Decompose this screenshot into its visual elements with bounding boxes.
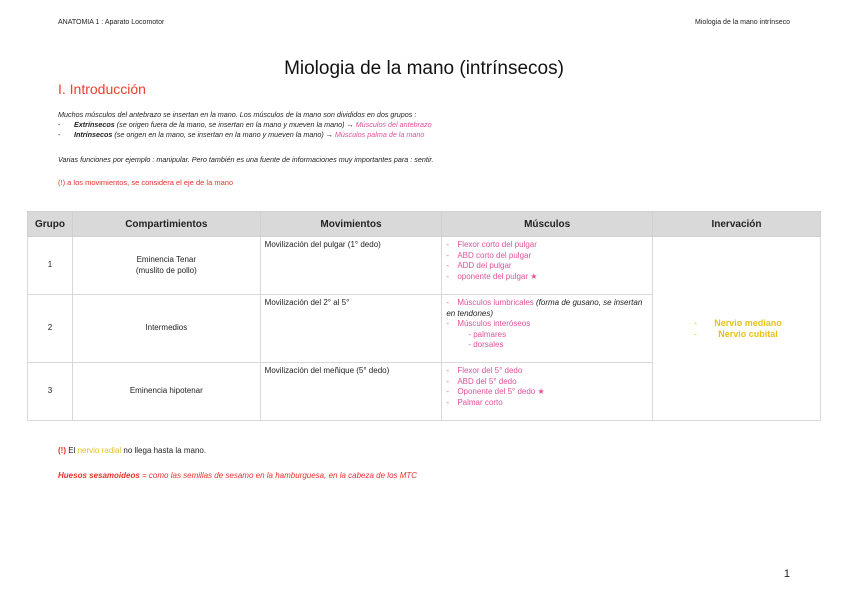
muscle-item: - Músculos interóseos [446,319,531,328]
muscle-item: - oponente del pulgar ★ [446,271,538,281]
compartimiento-note: (muslito de pollo) [135,265,197,275]
musculos-cell [442,295,653,363]
musculos-cell [442,237,653,295]
note-sesamoideos: Huesos sesamoideos = como las semillas de sesamo en la hamburguesa, en la cabeza de los MTC [58,471,418,480]
intrinsecos-link: Músculos palma de la mano [334,130,425,139]
movimiento-cell: Movilización del 2° al 5° [260,295,442,363]
movimiento-cell: Movilización del pulgar (1° dedo) [260,237,442,295]
muscle-item: - Músculos lumbricales (forma de gusano, se insertan en tendones) [446,298,643,318]
extrinsecos-link: Músculos del antebrazo [355,120,432,129]
col-inervacion: Inervación [653,212,821,237]
compartimiento-cell [72,237,260,295]
compartimiento-cell: Eminencia hipotenar [72,363,260,421]
note-radial: (!) El nervio radial no llega hasta la mano. [58,446,207,455]
musculos-cell [442,363,653,421]
header-right: Miologia de la mano intrínseco [695,19,790,26]
grupo-cell: 2 [28,295,73,363]
muscle-item: - Flexor del 5° dedo [446,366,523,375]
grupo-cell: 3 [28,363,73,421]
muscle-item: - Flexor corto del pulgar [446,240,537,249]
muscle-item: - Palmar corto [446,397,503,407]
nerve-item: - Nervio cubital [657,329,816,340]
sesamoideos-term: Huesos sesamoideos [58,471,140,480]
intro-bullet-extrinsecos [58,120,798,130]
bullet-mark: - [58,120,61,129]
compartimiento-cell: Intermedios [72,295,260,363]
col-compartimientos: Compartimientos [72,212,260,237]
nerve-radial: nervio radial [77,446,122,455]
table-row [28,237,821,295]
nerve-item: - Nervio mediano [657,318,816,329]
extrinsecos-term: Extrínsecos [74,120,115,129]
grupo-cell: 1 [28,237,73,295]
section-heading: I. Introducción [58,81,146,97]
page-title: Miologia de la mano (intrínsecos) [284,58,564,79]
col-grupo: Grupo [28,212,73,237]
movimiento-cell: Movilización del meñique (5° dedo) [260,363,442,421]
extrinsecos-desc: (se origen fuera de la mano, se insertan en la mano y mueven la mano) → [114,120,356,129]
warning-axis: (!) a los movimientos, se considera el eje de la mano [58,178,234,187]
muscle-subitem: - dorsales [468,340,504,349]
col-movimientos: Movimientos [260,212,442,237]
intrinsecos-desc: (se origen en la mano, se insertan en la mano y mueven la mano) → [112,130,335,139]
muscle-item: - ABD corto del pulgar [446,250,532,260]
inervacion-cell [653,237,821,421]
warning-mark: (!) [58,446,66,455]
muscle-subitem: - palmares [468,329,507,339]
header-left: ANATOMIA 1 : Aparato Locomotor [58,19,165,26]
intrinsecos-term: Intrínsecos [74,130,113,139]
muscle-item: - ADD del pulgar [446,261,512,270]
nerve-cubital: Nervio cubital [718,328,778,339]
table-header-row [28,212,821,237]
intro-line: Muchos músculos del antebrazo se insertan en la mano. Los músculos de la mano son divididos en dos grupos : [58,110,417,119]
page-number: 1 [783,568,790,580]
muscle-item: - Oponente del 5° dedo ★ [446,387,545,396]
intro-bullet-intrinsecos [58,130,798,140]
intro-paragraph [58,110,798,140]
nerve-mediano: Nervio mediano [714,318,782,328]
muscles-table [27,211,821,421]
compartimiento-name: Eminencia Tenar [136,255,197,264]
bullet-mark: - [58,130,61,139]
muscle-item: - ABD del 5° dedo [446,376,517,386]
col-musculos: Músculos [442,212,653,237]
functions-text: Varias funciones por ejemplo : manipular. Pero también es una fuente de informaciones muy importantes para : sentir. [58,155,434,164]
